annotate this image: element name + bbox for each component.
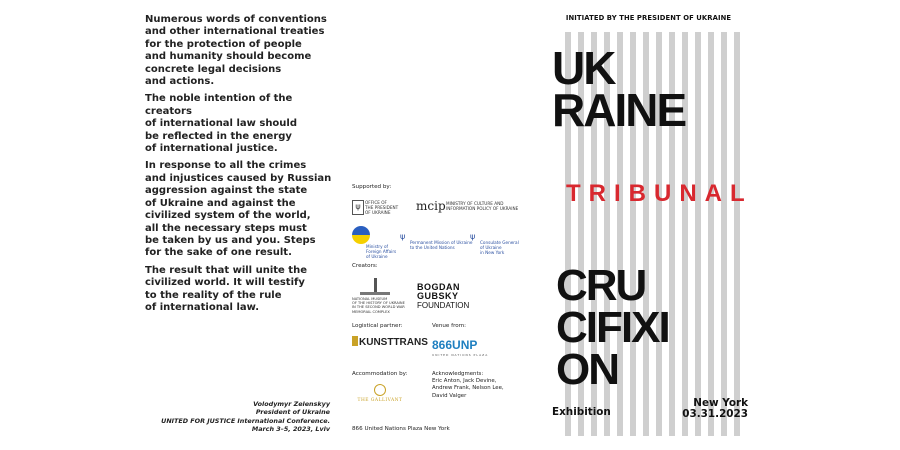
quote-attribution	[140, 400, 330, 434]
kunsttrans-logo	[352, 336, 428, 348]
stripe	[695, 32, 701, 436]
title-crucifixion-line2: CIFIXI	[556, 303, 669, 352]
permanent-mission-text: Permanent Mission of Ukraine to the United Nations	[410, 240, 473, 250]
title-crucifixion-line1: CRU	[556, 261, 646, 310]
title-ukraine-line2: RAINE	[552, 84, 686, 136]
title-ukraine-line1: UK	[552, 42, 615, 94]
quote-paragraph-2: The noble intention of the creators of international law should be reflected in the energy of international justice.	[145, 93, 298, 155]
creators-label: Creators:	[352, 263, 378, 269]
trident-icon: ψ	[400, 232, 406, 241]
conference-name: UNITED FOR JUSTICE International Conference.	[161, 416, 330, 425]
event-city: New York	[693, 397, 748, 409]
ack-names-1: Eric Anton, Jack Devine,	[432, 378, 497, 385]
trident-icon: ψ	[352, 200, 364, 215]
zelenskyy-quote	[145, 14, 335, 319]
ukraine-flag-icon	[352, 226, 370, 244]
kunsttrans-text: KUNSTTRANS	[359, 337, 428, 348]
author-title: President of Ukraine	[255, 408, 330, 417]
acknowledgments	[432, 371, 504, 400]
initiated-by: INITIATED BY THE PRESIDENT OF UKRAINE	[565, 14, 732, 22]
exhibition-label: Exhibition	[552, 406, 611, 418]
supported-by-label: Supported by:	[352, 184, 392, 190]
logistics-label: Logistical partner:	[352, 323, 403, 329]
quote-paragraph-4: The result that will unite the civilized world. It will testify to the reality of the rule of international law.	[145, 264, 307, 313]
event-date: 03.31.2023	[682, 408, 748, 420]
gallivant-emblem-icon	[374, 384, 386, 396]
quote-paragraph-3: In response to all the crimes and injustices caused by Russian aggression against the state of Ukraine and against the civilized system of the world, all the necessary steps must be taken by us and you. Steps for the sake of one result.	[145, 160, 332, 259]
venue-sub-text: UNITED NATIONS PLAZA	[432, 353, 489, 357]
bogdan-line2: GUBSKY	[417, 291, 459, 301]
venue-label: Venue from:	[432, 323, 467, 329]
quote-paragraph-1: Numerous words of conventions and other international treaties for the protection of people and humanity should become concrete legal decisions and actions.	[145, 14, 327, 88]
gallivant-logo	[355, 384, 405, 403]
venue-logo	[432, 334, 488, 357]
trident-icon: ψ	[470, 232, 476, 241]
kunsttrans-mark-icon	[352, 336, 358, 346]
conference-date: March 3–5, 2023, Lviv	[251, 425, 330, 434]
venue-logo-text: 866UNP	[432, 338, 478, 352]
ministry-culture-text: MINISTRY OF CULTURE AND INFORMATION POLICY OF UKRAINE	[446, 201, 519, 211]
ack-names-2: Andrew Frank, Nelson Lee,	[432, 385, 504, 392]
consulate-text: Consulate General of Ukraine in New York	[480, 240, 519, 255]
bogdan-gubsky-logo	[417, 283, 469, 310]
mcip-logo-text: mcip	[416, 199, 446, 213]
ack-names-3: David Valger	[432, 392, 467, 399]
title-crucifixion-line3: ON	[556, 345, 618, 394]
museum-text: NATIONAL MUSEUM OF THE HISTORY OF UKRAINE IN THE SECOND WORLD WAR MEMORIAL COMPLEX	[352, 297, 405, 314]
monument-base-icon	[360, 292, 390, 295]
author-name: Volodymyr Zelenskyy	[253, 400, 330, 408]
office-president-text: OFFICE OF THE PRESIDENT OF UKRAINE	[365, 200, 399, 215]
gallivant-text: THE GALLIVANT	[357, 398, 403, 403]
stripe	[708, 32, 714, 436]
event-location-date	[666, 398, 748, 420]
title-tribunal: TRIBUNAL	[566, 180, 753, 207]
mfa-text: Ministry of Foreign Affairs of Ukraine	[366, 244, 397, 259]
accommodation-label: Accommodation by:	[352, 371, 408, 377]
venue-address: 866 United Nations Plaza New York	[352, 426, 450, 432]
ack-label: Acknowledgments:	[432, 371, 484, 377]
consulate-logo	[470, 226, 519, 255]
stripe	[734, 32, 740, 436]
bogdan-line1: BOGDAN	[417, 282, 460, 292]
stripe	[721, 32, 727, 436]
permanent-mission-logo	[400, 226, 473, 250]
bogdan-line3: FOUNDATION	[417, 301, 470, 310]
